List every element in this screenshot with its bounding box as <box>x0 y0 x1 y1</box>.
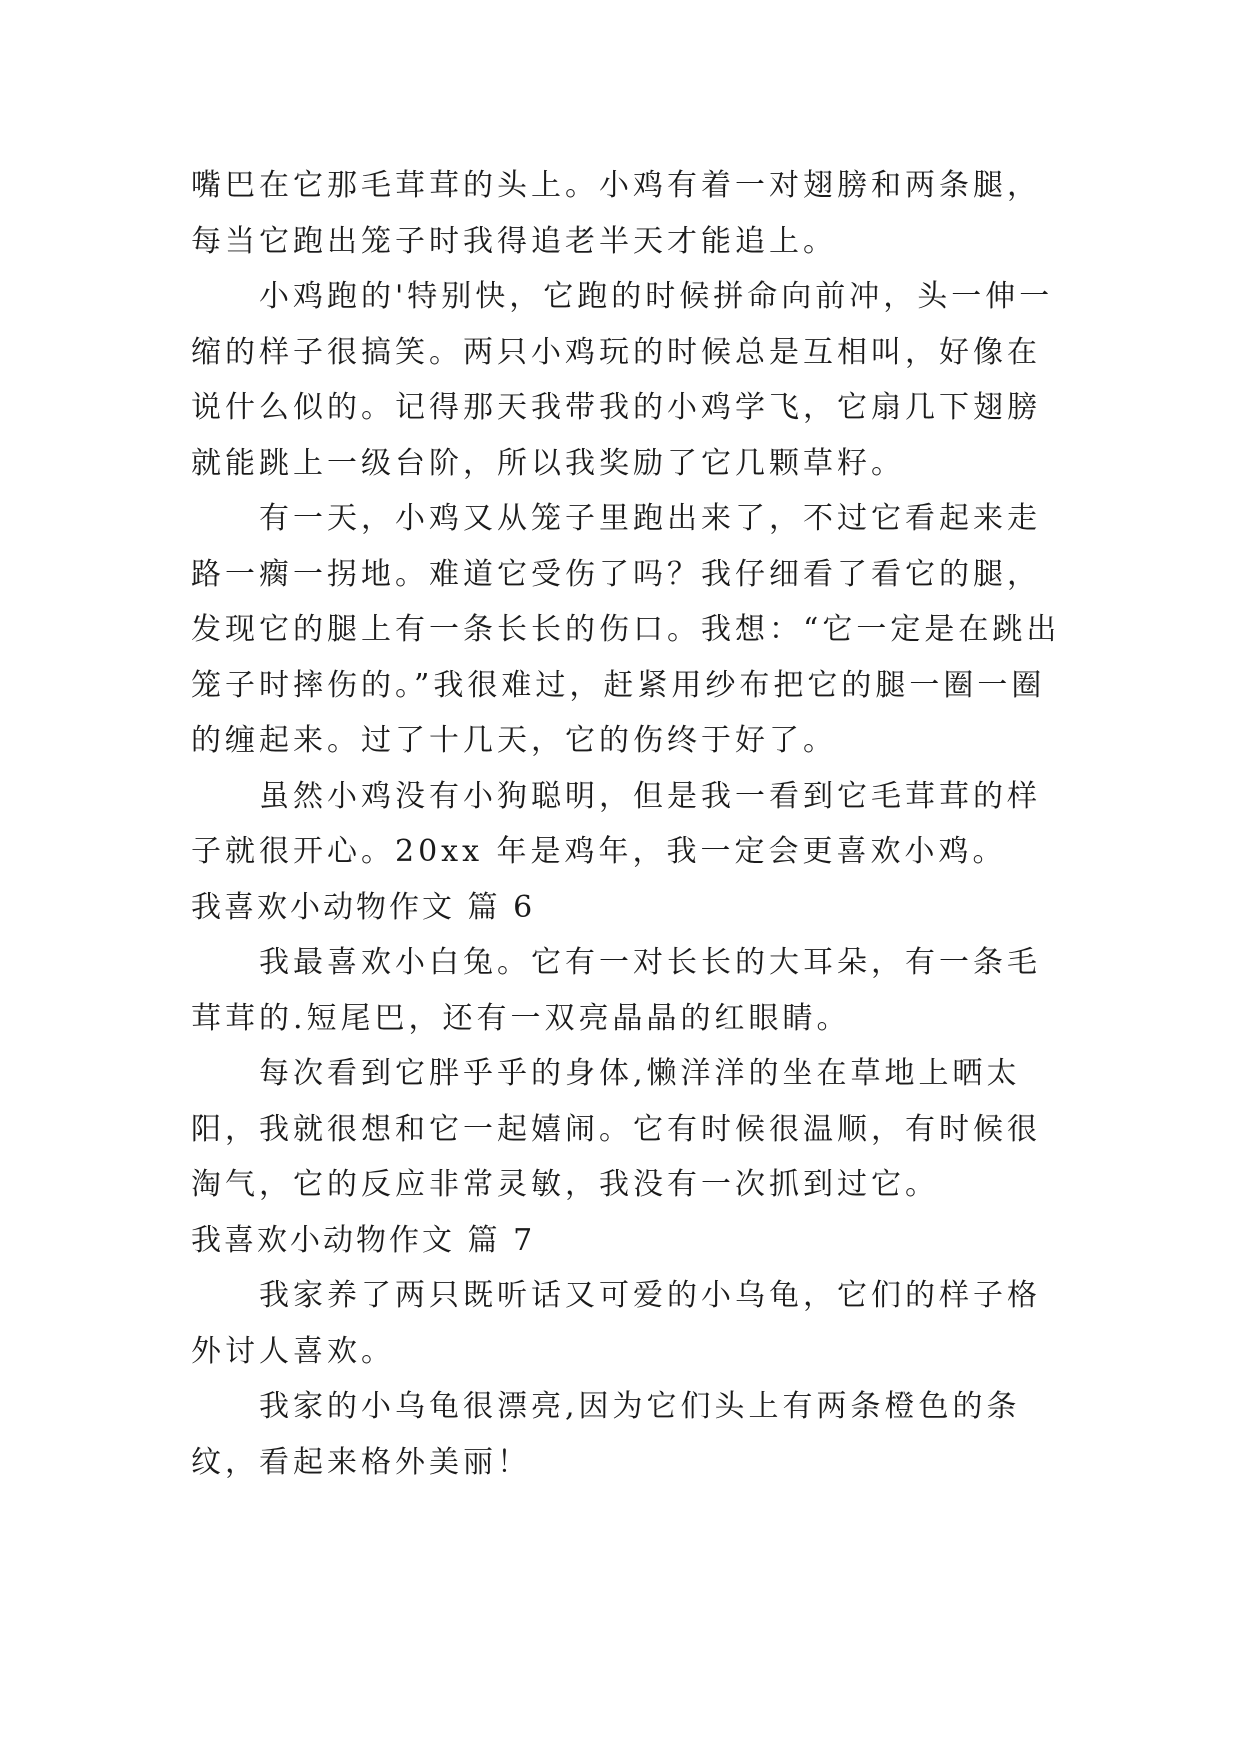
paragraph-4: 虽然小鸡没有小狗聪明，但是我一看到它毛茸茸的样子就很开心。20xx 年是鸡年，我一定会更喜欢小鸡。 <box>191 778 1041 869</box>
paragraph-6: 每次看到它胖乎乎的身体,懒洋洋的坐在草地上晒太阳，我就很想和它一起嬉闹。它有时候很温顺，有时候很淘气，它的反应非常灵敏，我没有一次抓到过它。 <box>191 1056 1041 1202</box>
paragraph-1: 嘴巴在它那毛茸茸的头上。小鸡有着一对翅膀和两条腿，每当它跑出笼子时我得追老半天才能追上。 <box>191 168 1041 259</box>
document-body <box>191 158 1067 1490</box>
paragraph-7: 我家养了两只既听话又可爱的小乌龟，它们的样子格外讨人喜欢。 <box>191 1278 1041 1369</box>
paragraph-2: 小鸡跑的'特别快，它跑的时候拼命向前冲，头一伸一缩的样子很搞笑。两只小鸡玩的时候总是互相叫，好像在说什么似的。记得那天我带我的小鸡学飞，它扇几下翅膀就能跳上一级台阶，所以我奖励了它几颗草籽。 <box>191 279 1054 481</box>
paragraph-8: 我家的小乌龟很漂亮,因为它们头上有两条橙色的条纹，看起来格外美丽！ <box>191 1389 1021 1480</box>
paragraph-5: 我最喜欢小白兔。它有一对长长的大耳朵，有一条毛茸茸的.短尾巴，还有一双亮晶晶的红眼睛。 <box>191 945 1041 1036</box>
section-heading-6: 我喜欢小动物作文 篇 6 <box>191 889 536 925</box>
section-heading-7: 我喜欢小动物作文 篇 7 <box>191 1222 536 1258</box>
paragraph-3: 有一天，小鸡又从笼子里跑出来了，不过它看起来走路一瘸一拐地。难道它受伤了吗？我仔细看了看它的腿，发现它的腿上有一条长长的伤口。我想：“它一定是在跳出笼子时摔伤的。”我很难过，赶紧用纱布把它的腿一圈一圈的缠起来。过了十几天，它的伤终于好了。 <box>191 501 1061 758</box>
